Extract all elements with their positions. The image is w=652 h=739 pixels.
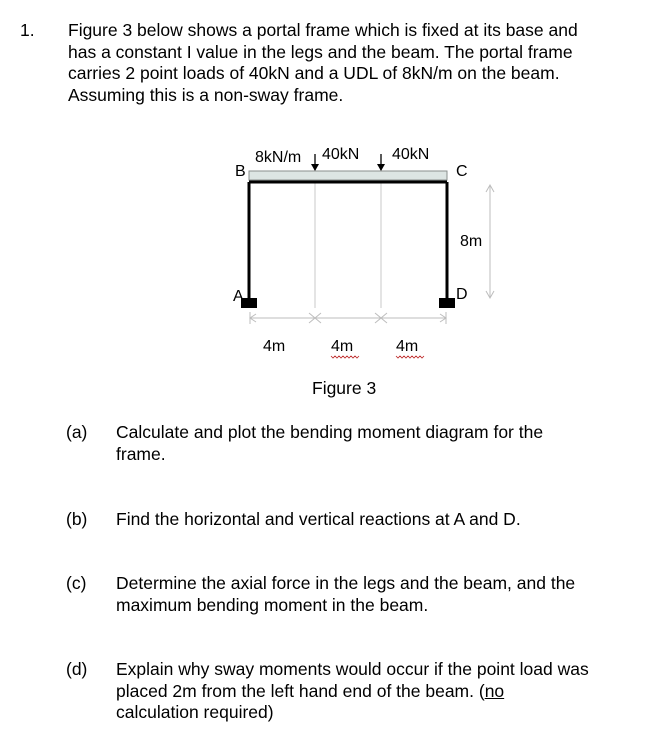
question-number: 1. [20,20,35,40]
node-c-label: C [456,163,468,180]
no-link[interactable]: no [484,680,505,701]
part-a-label: (a) [66,422,88,442]
part-b-label: (b) [66,509,88,529]
part-d-line-start: placed 2m from the left hand end of the beam. ( [116,680,485,701]
portal-frame-figure [0,130,652,370]
span-dimension [250,312,446,324]
part-a-line: Calculate and plot the bending moment diagram for the [116,422,544,442]
part-d-line [116,681,636,703]
part-d-text [116,659,636,724]
part-d-line: calculation required) [116,702,274,722]
part-c-text [116,573,636,616]
point-load-arrow-2 [377,154,385,171]
span-3-label: 4m [396,338,419,355]
fixed-support-d [439,298,455,308]
part-d-line: Explain why sway moments would occur if the point load was [116,659,589,679]
part-a-line: frame. [116,443,166,464]
part-a-text [116,422,636,465]
udl-bar [249,171,447,180]
part-c-label: (c) [66,573,87,593]
figure-caption: Figure 3 [312,378,377,398]
part-c-line: Determine the axial force in the legs and the beam, and the [116,573,576,593]
part-c-line: maximum bending moment in the beam. [116,594,429,615]
node-d-label: D [456,286,468,303]
node-b-label: B [235,163,246,180]
intro-line: has a constant I value in the legs and the beam. The portal frame [68,41,573,62]
intro-line: Assuming this is a non-sway frame. [68,84,344,105]
point-load-arrow-1 [311,154,319,171]
span-1-label: 4m [263,338,286,355]
part-b-text [116,509,636,531]
height-dimension [486,185,494,298]
part-b-line: Find the horizontal and vertical reactions at A and D. [116,509,521,529]
intro-line: Figure 3 below shows a portal frame which is fixed at its base and [68,20,578,40]
node-a-label: A [233,288,244,305]
spellcheck-squiggle-2 [396,356,424,358]
span-2-label: 4m [331,338,354,355]
intro-line: carries 2 point loads of 40kN and a UDL of 8kN/m on the beam. [68,63,560,83]
udl-label: 8kN/m [255,149,302,166]
question-intro [68,20,638,106]
part-d-label: (d) [66,659,88,679]
height-label: 8m [460,233,483,250]
spellcheck-squiggle-1 [331,356,359,358]
point-load-1-label: 40kN [322,146,360,163]
point-load-2-label: 40kN [392,146,430,163]
